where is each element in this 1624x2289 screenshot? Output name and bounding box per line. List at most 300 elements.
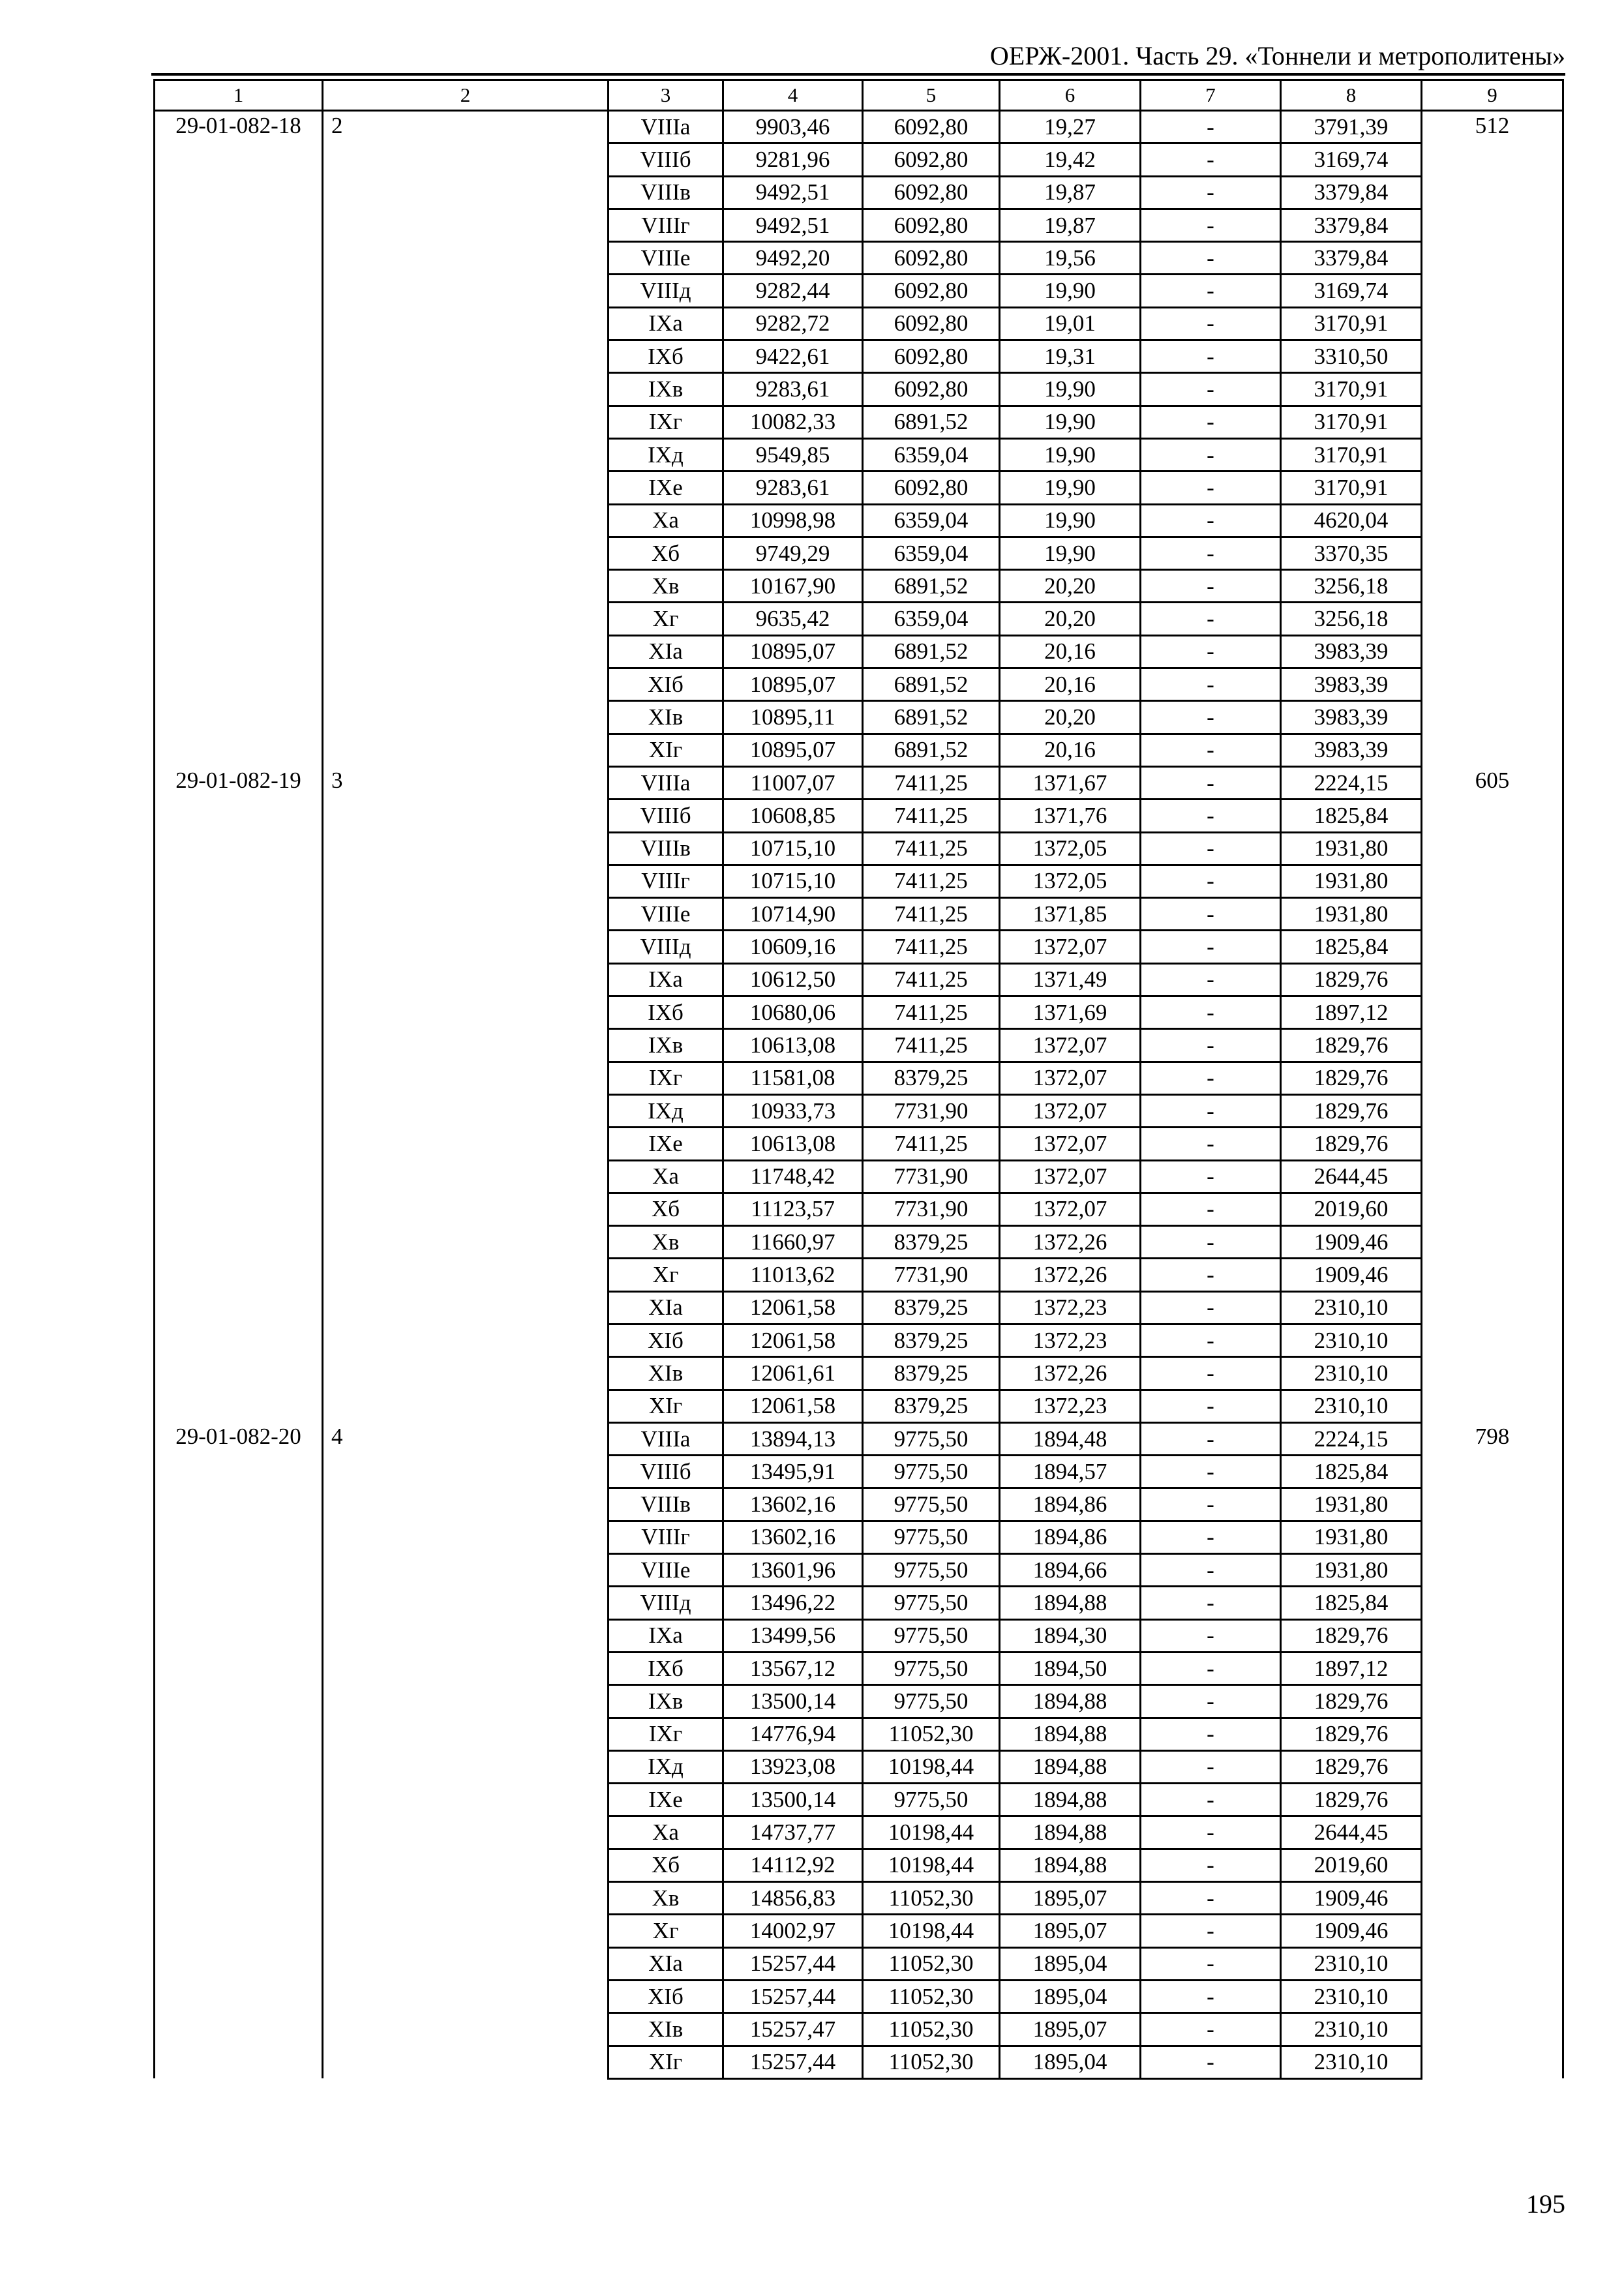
rate-code: 29-01-082-20 (155, 1422, 323, 2078)
value-cell: - (1141, 1685, 1281, 1718)
value-cell: - (1141, 1094, 1281, 1127)
value-cell: - (1141, 1029, 1281, 1062)
value-cell: - (1141, 1521, 1281, 1553)
value-cell: 13894,13 (723, 1422, 863, 1455)
value-cell: 1894,88 (1000, 1685, 1141, 1718)
value-cell: 6891,52 (863, 668, 1000, 701)
value-cell: 9283,61 (723, 471, 863, 504)
value-cell: 1829,76 (1281, 963, 1422, 996)
value-cell: 6891,52 (863, 635, 1000, 668)
value-cell: 1931,80 (1281, 865, 1422, 897)
value-cell: 8379,25 (863, 1357, 1000, 1390)
value-cell: - (1141, 1456, 1281, 1488)
value-cell: 6092,80 (863, 111, 1000, 143)
value-cell: 1909,46 (1281, 1259, 1422, 1291)
value-cell: 1894,88 (1000, 1816, 1141, 1849)
value-cell: 8379,25 (863, 1062, 1000, 1094)
value-cell: 6092,80 (863, 307, 1000, 340)
soil-category-cell: Хб (609, 537, 723, 569)
value-cell: 1829,76 (1281, 1128, 1422, 1160)
value-cell: 14856,83 (723, 1882, 863, 1915)
value-cell: 13495,91 (723, 1456, 863, 1488)
value-cell: 12061,58 (723, 1324, 863, 1356)
value-cell: 11052,30 (863, 1980, 1000, 2012)
value-cell: 11007,07 (723, 766, 863, 799)
value-cell: - (1141, 1718, 1281, 1750)
soil-category-cell: ХIа (609, 1947, 723, 1980)
soil-category-cell: IХв (609, 1685, 723, 1718)
value-cell: 1894,57 (1000, 1456, 1141, 1488)
value-cell: 2310,10 (1281, 1947, 1422, 1980)
soil-category-cell: VIIIг (609, 1521, 723, 1553)
value-cell: - (1141, 701, 1281, 734)
value-cell: 6092,80 (863, 209, 1000, 241)
value-cell: 1894,88 (1000, 1587, 1141, 1619)
soil-category-cell: IХв (609, 373, 723, 406)
column-number: 3 (609, 80, 723, 111)
value-cell: 3983,39 (1281, 734, 1422, 766)
value-cell: 10613,08 (723, 1029, 863, 1062)
value-cell: 1372,26 (1000, 1259, 1141, 1291)
value-cell: 12061,58 (723, 1390, 863, 1422)
value-cell: 7411,25 (863, 1029, 1000, 1062)
value-cell: 1371,67 (1000, 766, 1141, 799)
value-cell: 8379,25 (863, 1226, 1000, 1259)
value-cell: 1825,84 (1281, 931, 1422, 963)
value-cell: - (1141, 275, 1281, 307)
value-cell: 19,90 (1000, 504, 1141, 537)
soil-category-cell: VIIIв (609, 1488, 723, 1521)
value-cell: 10933,73 (723, 1094, 863, 1127)
value-cell: 6891,52 (863, 734, 1000, 766)
value-cell: 3379,84 (1281, 242, 1422, 275)
value-cell: - (1141, 143, 1281, 176)
soil-category-cell: VIIIг (609, 209, 723, 241)
column-number: 7 (1141, 80, 1281, 111)
value-cell: 9775,50 (863, 1784, 1000, 1816)
value-cell: 1894,86 (1000, 1488, 1141, 1521)
value-cell: 20,16 (1000, 734, 1141, 766)
value-cell: 19,56 (1000, 242, 1141, 275)
soil-category-cell: Хг (609, 1915, 723, 1947)
value-cell: - (1141, 1554, 1281, 1587)
value-cell: 10680,06 (723, 996, 863, 1029)
value-cell: 1909,46 (1281, 1915, 1422, 1947)
value-cell: 19,90 (1000, 438, 1141, 471)
value-cell: 7411,25 (863, 996, 1000, 1029)
value-cell: 7411,25 (863, 865, 1000, 897)
soil-category-cell: VIIIа (609, 1422, 723, 1455)
value-cell: 10612,50 (723, 963, 863, 996)
value-cell: - (1141, 1160, 1281, 1193)
value-cell: 11748,42 (723, 1160, 863, 1193)
value-cell: 15257,47 (723, 2013, 863, 2046)
soil-category-cell: Ха (609, 504, 723, 537)
header-rule (151, 73, 1565, 76)
value-cell: 3310,50 (1281, 340, 1422, 373)
value-cell: 11660,97 (723, 1226, 863, 1259)
value-cell: 19,01 (1000, 307, 1141, 340)
soil-category-cell: Хг (609, 603, 723, 635)
value-cell: 10198,44 (863, 1750, 1000, 1783)
soil-category-cell: VIIIб (609, 800, 723, 832)
value-cell: 7411,25 (863, 832, 1000, 865)
column-number-row (155, 80, 1563, 111)
page-number: 195 (1526, 2189, 1565, 2219)
value-cell: 9635,42 (723, 603, 863, 635)
soil-category-cell: IХб (609, 340, 723, 373)
soil-category-cell: IХг (609, 406, 723, 438)
value-cell: - (1141, 1259, 1281, 1291)
value-cell: 19,87 (1000, 176, 1141, 209)
value-cell: 3170,91 (1281, 307, 1422, 340)
value-cell: - (1141, 1226, 1281, 1259)
soil-category-cell: VIIIе (609, 242, 723, 275)
value-cell: 10895,07 (723, 635, 863, 668)
value-cell: 6359,04 (863, 438, 1000, 471)
group-parameter: 4 (323, 1422, 609, 2078)
value-cell: 1825,84 (1281, 1456, 1422, 1488)
value-cell: 20,20 (1000, 603, 1141, 635)
value-cell: 9775,50 (863, 1521, 1000, 1553)
soil-category-cell: ХIг (609, 734, 723, 766)
value-cell: 13602,16 (723, 1488, 863, 1521)
value-cell: 9775,50 (863, 1619, 1000, 1652)
soil-category-cell: IХг (609, 1718, 723, 1750)
value-cell: 1372,23 (1000, 1291, 1141, 1324)
value-cell: 9775,50 (863, 1422, 1000, 1455)
value-cell: 19,90 (1000, 406, 1141, 438)
value-cell: 9492,51 (723, 209, 863, 241)
value-cell: 1372,07 (1000, 1029, 1141, 1062)
value-cell: - (1141, 1750, 1281, 1783)
value-cell: - (1141, 1390, 1281, 1422)
value-cell: 20,16 (1000, 635, 1141, 668)
value-cell: 6092,80 (863, 143, 1000, 176)
soil-category-cell: Хб (609, 1193, 723, 1225)
value-cell: 3170,91 (1281, 471, 1422, 504)
value-cell: - (1141, 1357, 1281, 1390)
value-cell: - (1141, 438, 1281, 471)
value-cell: 1931,80 (1281, 1521, 1422, 1553)
value-cell: 19,31 (1000, 340, 1141, 373)
group-total: 798 (1422, 1422, 1563, 2078)
value-cell: 14002,97 (723, 1915, 863, 1947)
value-cell: 1829,76 (1281, 1094, 1422, 1127)
value-cell: 1931,80 (1281, 898, 1422, 931)
value-cell: 9283,61 (723, 373, 863, 406)
value-cell: 1372,26 (1000, 1226, 1141, 1259)
value-cell: 19,27 (1000, 111, 1141, 143)
value-cell: 6092,80 (863, 176, 1000, 209)
value-cell: 2310,10 (1281, 1980, 1422, 2012)
value-cell: - (1141, 1915, 1281, 1947)
value-cell: 10198,44 (863, 1816, 1000, 1849)
value-cell: 10198,44 (863, 1849, 1000, 1881)
value-cell: 2310,10 (1281, 1357, 1422, 1390)
value-cell: 1372,07 (1000, 1062, 1141, 1094)
soil-category-cell: VIIIб (609, 1456, 723, 1488)
value-cell: 1895,07 (1000, 2013, 1141, 2046)
value-cell: - (1141, 340, 1281, 373)
value-cell: 1372,05 (1000, 832, 1141, 865)
value-cell: 9282,72 (723, 307, 863, 340)
value-cell: 9749,29 (723, 537, 863, 569)
value-cell: 10167,90 (723, 570, 863, 603)
value-cell: 9775,50 (863, 1587, 1000, 1619)
value-cell: 10613,08 (723, 1128, 863, 1160)
value-cell: 19,87 (1000, 209, 1141, 241)
value-cell: - (1141, 2046, 1281, 2078)
value-cell: 14112,92 (723, 1849, 863, 1881)
value-cell: 9775,50 (863, 1685, 1000, 1718)
value-cell: 1371,49 (1000, 963, 1141, 996)
value-cell: 11052,30 (863, 2046, 1000, 2078)
table-row (155, 111, 1563, 143)
value-cell: 1894,88 (1000, 1718, 1141, 1750)
value-cell: 7411,25 (863, 766, 1000, 799)
value-cell: 1372,26 (1000, 1357, 1141, 1390)
value-cell: 6359,04 (863, 504, 1000, 537)
value-cell: 1894,50 (1000, 1652, 1141, 1684)
value-cell: 1372,07 (1000, 1160, 1141, 1193)
soil-category-cell: IХб (609, 996, 723, 1029)
value-cell: 1909,46 (1281, 1226, 1422, 1259)
rate-code: 29-01-082-18 (155, 111, 323, 767)
value-cell: - (1141, 1619, 1281, 1652)
group-parameter: 2 (323, 111, 609, 767)
value-cell: - (1141, 1422, 1281, 1455)
value-cell: 6092,80 (863, 340, 1000, 373)
soil-category-cell: ХIа (609, 635, 723, 668)
value-cell: 1825,84 (1281, 800, 1422, 832)
soil-category-cell: VIIIд (609, 275, 723, 307)
value-cell: - (1141, 242, 1281, 275)
value-cell: 7411,25 (863, 963, 1000, 996)
value-cell: - (1141, 1128, 1281, 1160)
value-cell: 15257,44 (723, 1947, 863, 1980)
value-cell: 1897,12 (1281, 996, 1422, 1029)
soil-category-cell: ХIа (609, 1291, 723, 1324)
column-number: 4 (723, 80, 863, 111)
value-cell: - (1141, 537, 1281, 569)
value-cell: 1372,07 (1000, 931, 1141, 963)
value-cell: 13923,08 (723, 1750, 863, 1783)
value-cell: - (1141, 1488, 1281, 1521)
value-cell: - (1141, 176, 1281, 209)
value-cell: 2310,10 (1281, 1324, 1422, 1356)
value-cell: 14776,94 (723, 1718, 863, 1750)
value-cell: 3169,74 (1281, 275, 1422, 307)
value-cell: 9903,46 (723, 111, 863, 143)
value-cell: 6359,04 (863, 537, 1000, 569)
column-number: 5 (863, 80, 1000, 111)
value-cell: 10609,16 (723, 931, 863, 963)
group-total: 605 (1422, 766, 1563, 1422)
value-cell: - (1141, 307, 1281, 340)
soil-category-cell: ХIв (609, 701, 723, 734)
value-cell: 20,20 (1000, 570, 1141, 603)
value-cell: 6092,80 (863, 242, 1000, 275)
table-row (155, 766, 1563, 799)
value-cell: - (1141, 1652, 1281, 1684)
value-cell: - (1141, 996, 1281, 1029)
value-cell: 6092,80 (863, 373, 1000, 406)
value-cell: 7731,90 (863, 1193, 1000, 1225)
column-number: 1 (155, 80, 323, 111)
value-cell: 20,16 (1000, 668, 1141, 701)
value-cell: 3983,39 (1281, 701, 1422, 734)
value-cell: 19,90 (1000, 537, 1141, 569)
value-cell: 2224,15 (1281, 766, 1422, 799)
value-cell: 1829,76 (1281, 1718, 1422, 1750)
value-cell: 6891,52 (863, 570, 1000, 603)
group-total: 512 (1422, 111, 1563, 767)
value-cell: 3170,91 (1281, 373, 1422, 406)
value-cell: 13500,14 (723, 1685, 863, 1718)
value-cell: 9775,50 (863, 1554, 1000, 1587)
value-cell: - (1141, 1816, 1281, 1849)
value-cell: - (1141, 1980, 1281, 2012)
value-cell: 9775,50 (863, 1456, 1000, 1488)
value-cell: 3256,18 (1281, 570, 1422, 603)
value-cell: 3983,39 (1281, 668, 1422, 701)
value-cell: 3379,84 (1281, 176, 1422, 209)
value-cell: - (1141, 1193, 1281, 1225)
value-cell: 10895,07 (723, 734, 863, 766)
value-cell: 15257,44 (723, 2046, 863, 2078)
value-cell: - (1141, 111, 1281, 143)
soil-category-cell: ХIб (609, 1324, 723, 1356)
soil-category-cell: IХа (609, 1619, 723, 1652)
value-cell: 1371,76 (1000, 800, 1141, 832)
value-cell: 3370,35 (1281, 537, 1422, 569)
value-cell: 3170,91 (1281, 438, 1422, 471)
soil-category-cell: Ха (609, 1816, 723, 1849)
soil-category-cell: VIIIе (609, 1554, 723, 1587)
value-cell: 6092,80 (863, 471, 1000, 504)
soil-category-cell: IХд (609, 1094, 723, 1127)
soil-category-cell: ХIг (609, 1390, 723, 1422)
value-cell: - (1141, 1947, 1281, 1980)
value-cell: - (1141, 1587, 1281, 1619)
soil-category-cell: ХIв (609, 1357, 723, 1390)
value-cell: 2019,60 (1281, 1849, 1422, 1881)
value-cell: - (1141, 2013, 1281, 2046)
value-cell: - (1141, 734, 1281, 766)
value-cell: - (1141, 1324, 1281, 1356)
value-cell: 15257,44 (723, 1980, 863, 2012)
value-cell: 1894,30 (1000, 1619, 1141, 1652)
soil-category-cell: VIIIв (609, 176, 723, 209)
value-cell: 1894,88 (1000, 1849, 1141, 1881)
value-cell: 3983,39 (1281, 635, 1422, 668)
table-row (155, 1422, 1563, 1455)
value-cell: 13496,22 (723, 1587, 863, 1619)
value-cell: 9492,20 (723, 242, 863, 275)
value-cell: - (1141, 603, 1281, 635)
value-cell: 1371,69 (1000, 996, 1141, 1029)
value-cell: 3256,18 (1281, 603, 1422, 635)
soil-category-cell: ХIг (609, 2046, 723, 2078)
value-cell: 9775,50 (863, 1652, 1000, 1684)
soil-category-cell: ХIб (609, 668, 723, 701)
soil-category-cell: VIIIе (609, 898, 723, 931)
value-cell: 13601,96 (723, 1554, 863, 1587)
value-cell: 2224,15 (1281, 1422, 1422, 1455)
soil-category-cell: ХIб (609, 1980, 723, 2012)
value-cell: - (1141, 1291, 1281, 1324)
value-cell: - (1141, 209, 1281, 241)
value-cell: - (1141, 668, 1281, 701)
soil-category-cell: VIIIа (609, 766, 723, 799)
value-cell: 10715,10 (723, 865, 863, 897)
soil-category-cell: IХд (609, 1750, 723, 1783)
value-cell: 8379,25 (863, 1390, 1000, 1422)
value-cell: 1931,80 (1281, 1488, 1422, 1521)
value-cell: 1372,07 (1000, 1128, 1141, 1160)
value-cell: 11581,08 (723, 1062, 863, 1094)
value-cell: 2310,10 (1281, 1291, 1422, 1324)
value-cell: - (1141, 898, 1281, 931)
value-cell: 1829,76 (1281, 1619, 1422, 1652)
soil-category-cell: Хв (609, 1882, 723, 1915)
soil-category-cell: IХв (609, 1029, 723, 1062)
value-cell: - (1141, 832, 1281, 865)
value-cell: 6891,52 (863, 406, 1000, 438)
value-cell: 1372,23 (1000, 1324, 1141, 1356)
value-cell: 7411,25 (863, 1128, 1000, 1160)
value-cell: 7411,25 (863, 800, 1000, 832)
value-cell: 2644,45 (1281, 1816, 1422, 1849)
value-cell: 3169,74 (1281, 143, 1422, 176)
value-cell: 1829,76 (1281, 1750, 1422, 1783)
value-cell: 1894,88 (1000, 1784, 1141, 1816)
value-cell: 1897,12 (1281, 1652, 1422, 1684)
value-cell: 19,42 (1000, 143, 1141, 176)
value-cell: 13567,12 (723, 1652, 863, 1684)
value-cell: 1931,80 (1281, 832, 1422, 865)
value-cell: 1909,46 (1281, 1882, 1422, 1915)
value-cell: 6359,04 (863, 603, 1000, 635)
value-cell: 11123,57 (723, 1193, 863, 1225)
value-cell: 9282,44 (723, 275, 863, 307)
soil-category-cell: IХе (609, 1784, 723, 1816)
value-cell: 19,90 (1000, 275, 1141, 307)
value-cell: 9775,50 (863, 1488, 1000, 1521)
value-cell: 1372,07 (1000, 1094, 1141, 1127)
value-cell: - (1141, 931, 1281, 963)
value-cell: - (1141, 373, 1281, 406)
value-cell: 1894,48 (1000, 1422, 1141, 1455)
value-cell: 14737,77 (723, 1816, 863, 1849)
soil-category-cell: IХд (609, 438, 723, 471)
value-cell: 1829,76 (1281, 1685, 1422, 1718)
value-cell: - (1141, 963, 1281, 996)
value-cell: 7731,90 (863, 1094, 1000, 1127)
value-cell: 7411,25 (863, 898, 1000, 931)
value-cell: 20,20 (1000, 701, 1141, 734)
column-number: 8 (1281, 80, 1422, 111)
value-cell: 7731,90 (863, 1160, 1000, 1193)
value-cell: 19,90 (1000, 373, 1141, 406)
soil-category-cell: VIIIд (609, 931, 723, 963)
value-cell: 3170,91 (1281, 406, 1422, 438)
page-header-title: ОЕРЖ-2001. Часть 29. «Тоннели и метрополитены» (989, 41, 1565, 70)
soil-category-cell: ХIв (609, 2013, 723, 2046)
value-cell: 2310,10 (1281, 1390, 1422, 1422)
value-cell: 10715,10 (723, 832, 863, 865)
